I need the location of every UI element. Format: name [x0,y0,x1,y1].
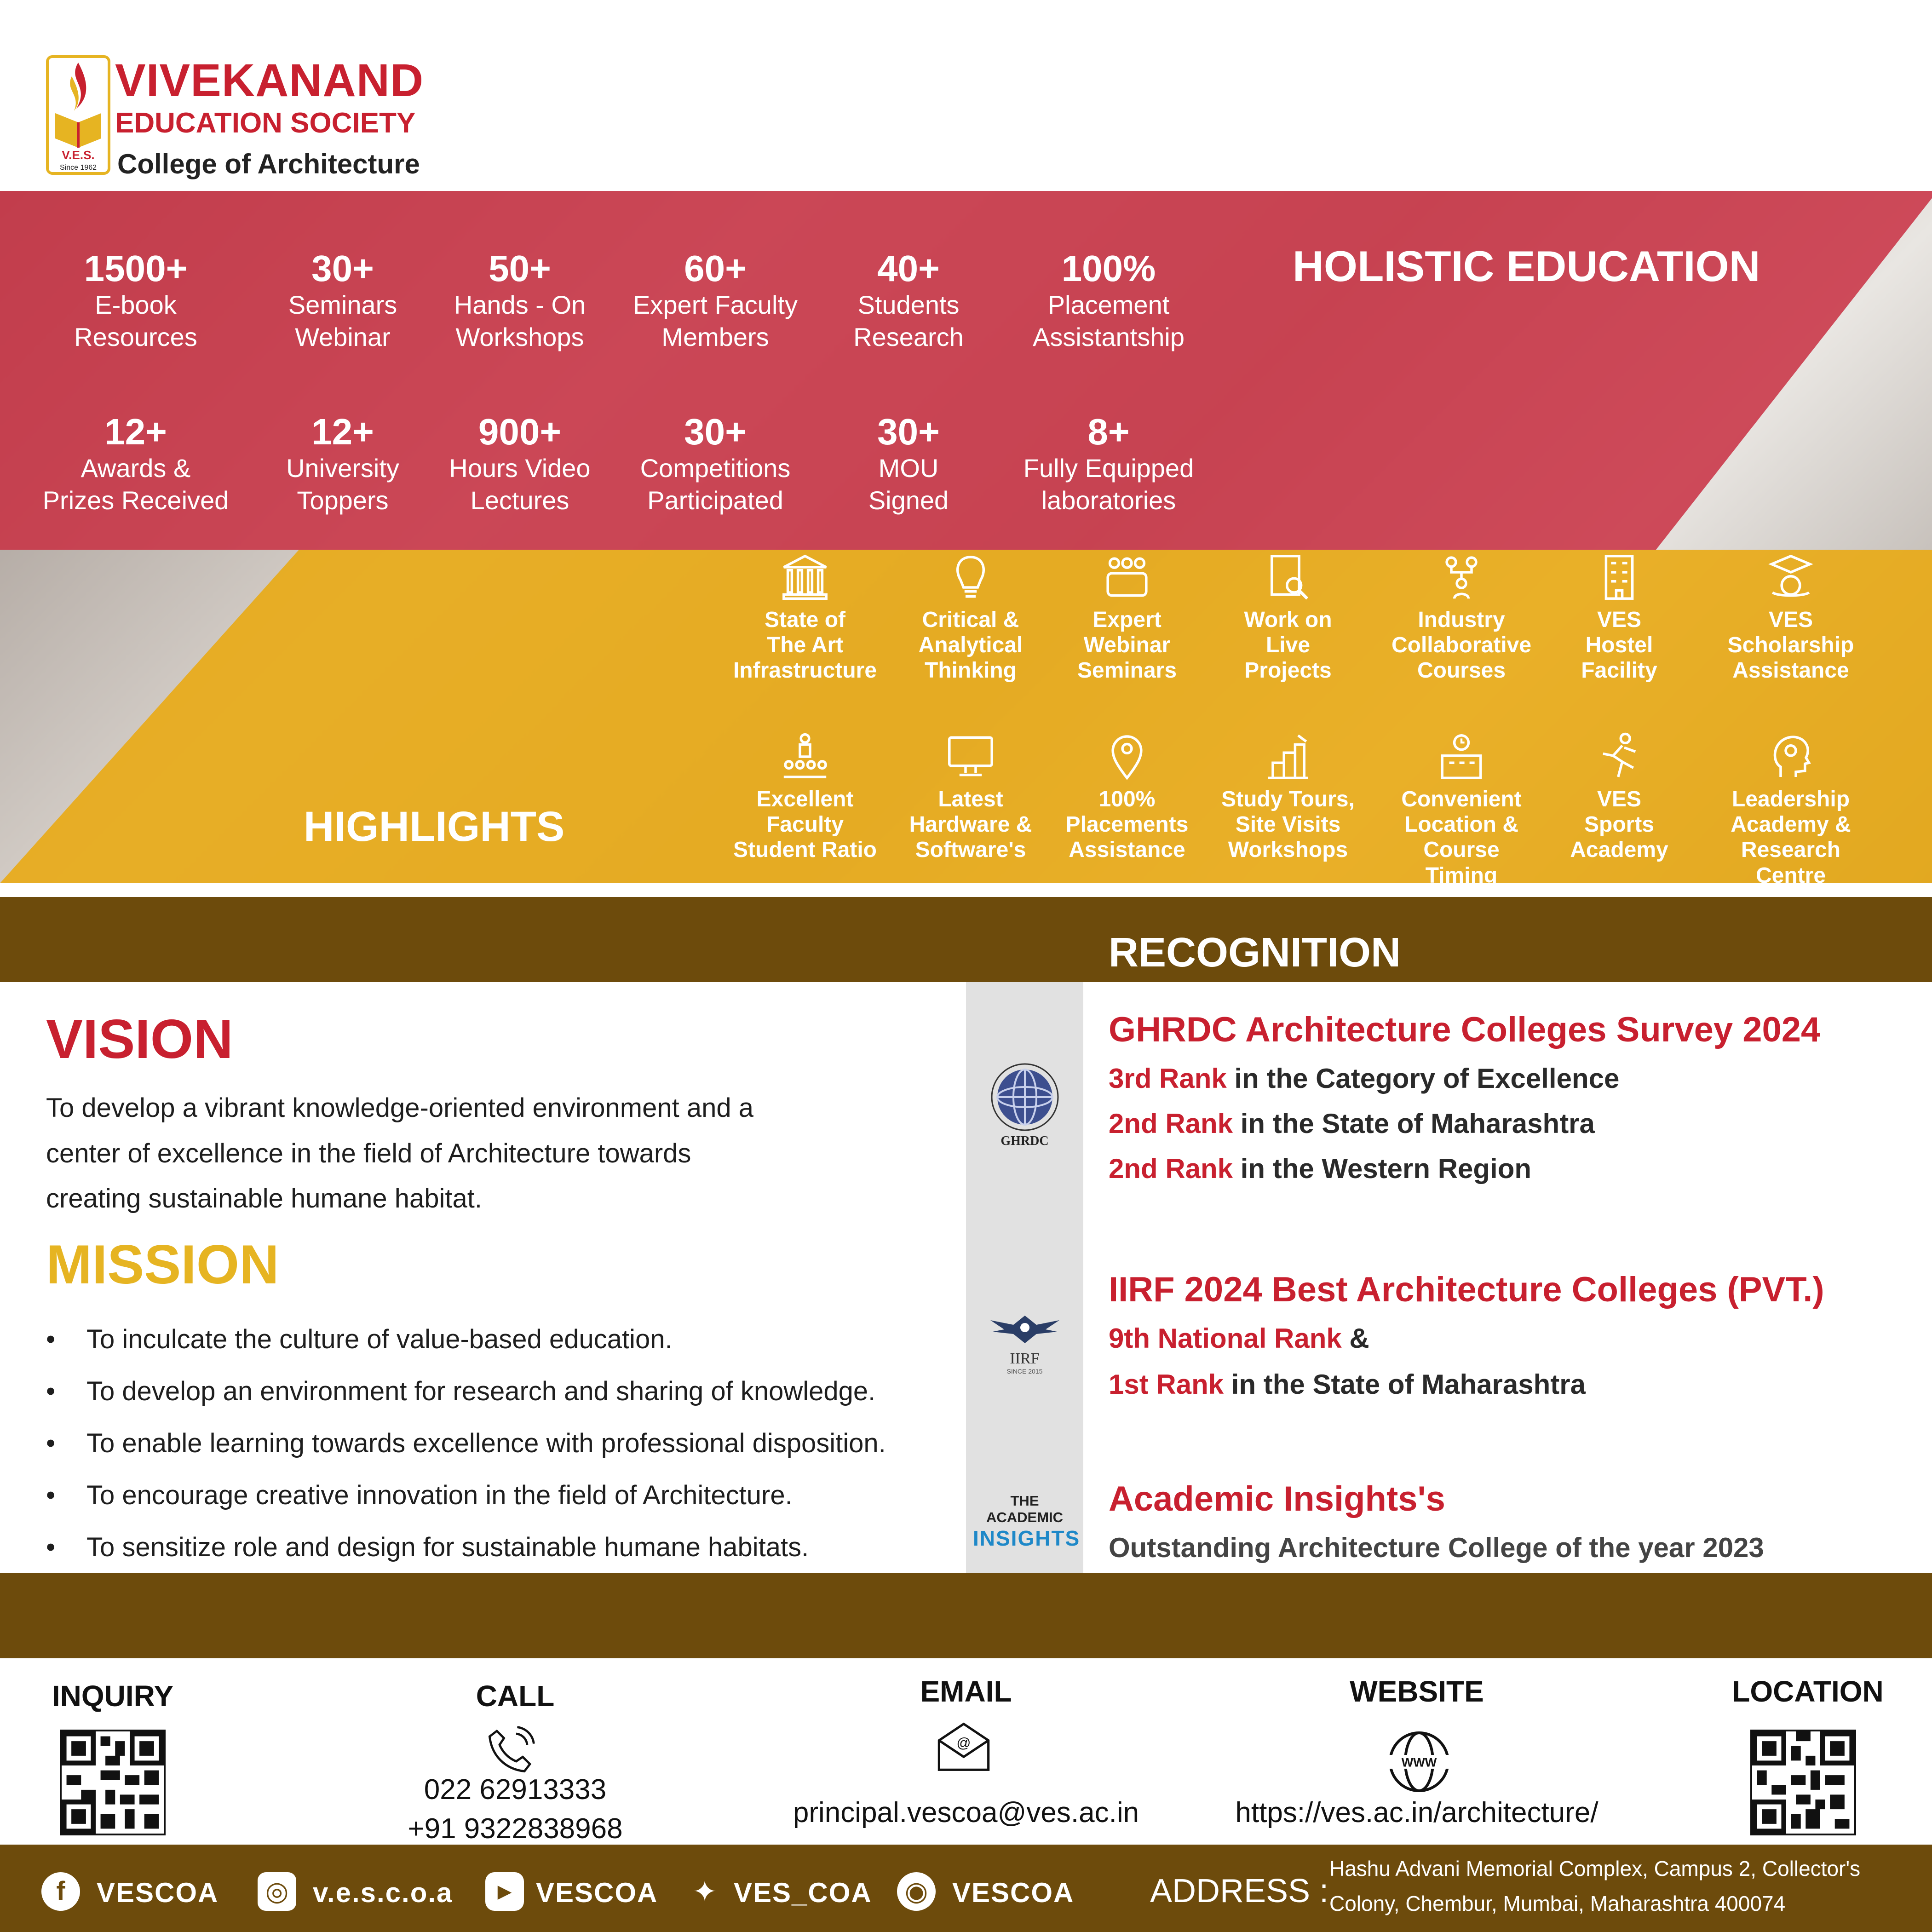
classroom-icon [780,731,830,782]
iirf-title: IIRF 2024 Best Architecture Colleges (PVT.) [1109,1270,1824,1309]
brand-subtitle: EDUCATION SOCIETY [115,107,416,139]
twitter-handle[interactable]: VES_COA [734,1877,872,1908]
twitter-icon[interactable]: ✦ [692,1875,717,1908]
stat-label: E-book [95,290,177,319]
stat-label: Workshops [455,322,584,351]
stat-item [812,412,1005,517]
rank-text: 3rd Rank [1109,1063,1227,1094]
phone-icon [483,1723,538,1778]
academic-line: Outstanding Architecture College of the year 2023 [1109,1532,1764,1563]
stat-number: 60+ [684,248,747,289]
ves-logo [46,55,110,175]
instagram-icon[interactable]: ◎ [258,1872,296,1911]
stat-label: Assistantship [1033,322,1184,351]
stat-item [39,248,232,353]
stat-label: Awards & [80,454,191,483]
iirf-line [1109,1322,1369,1354]
email-address[interactable]: principal.vescoa@ves.ac.in [793,1797,1139,1828]
globe-icon [990,1063,1059,1132]
stat-item [246,248,439,353]
academic-logo-top: THE ACADEMIC [986,1493,1064,1525]
webinar-group-icon [1102,552,1152,603]
iirf-logo-label: IIRF [1010,1350,1040,1367]
stat-label: Webinar [295,322,391,351]
mission-item: • To inculcate the culture of value-based education. [46,1313,966,1365]
runner-icon [1594,731,1644,782]
stat-item [423,248,616,353]
stat-label: Hands - On [454,290,586,319]
highlight-item [1214,731,1362,863]
location-qr-code[interactable] [1750,1730,1856,1835]
highlight-label: Excellent Faculty Student Ratio [733,787,877,862]
stat-number: 30+ [684,411,747,452]
iirf-logo-since: SINCE 2015 [1006,1368,1043,1375]
highlight-label: Work on Live Projects [1244,608,1332,683]
stat-item [619,248,812,353]
brand-title: VIVEKANAND [115,55,424,106]
inquiry-label: INQUIRY [52,1679,174,1713]
youtube-handle[interactable]: VESCOA [536,1877,658,1908]
highlight-label: Industry Collaborative Courses [1391,608,1532,683]
document-search-icon [1263,552,1313,603]
stat-label: Members [661,322,769,351]
envelope-icon [934,1720,994,1773]
stat-label: Toppers [297,486,389,515]
scholarship-icon [1765,552,1816,603]
stat-label: Research [853,322,964,351]
highlight-item [1053,552,1201,684]
threads-handle[interactable]: VESCOA [952,1877,1075,1908]
stat-number: 40+ [877,248,940,289]
recognition-title: RECOGNITION [1109,930,1401,976]
stat-label: Students [857,290,960,319]
academic-title: Academic Insights's [1109,1479,1445,1518]
call-label: CALL [476,1679,555,1713]
mission-item: • To enable learning towards excellence with professional disposition. [46,1417,966,1469]
divider-bar [0,1573,1932,1658]
head-gear-icon [1765,731,1816,782]
instagram-handle[interactable]: v.e.s.c.o.a [313,1877,453,1908]
highlight-label: 100% Placements Assistance [1065,787,1189,862]
highlight-label: Critical & Analytical Thinking [918,608,1023,683]
phone-1[interactable]: 022 62913333 [424,1774,607,1806]
www-text: WWW [1401,1755,1437,1770]
stat-number: 30+ [877,411,940,452]
highlight-label: Convenient Location & Course Timing [1401,787,1522,888]
rank-text: 2nd Rank [1109,1108,1233,1139]
stat-number: 50+ [489,248,551,289]
iirf-line [1109,1368,1586,1400]
logo-text: V.E.S. [62,148,95,162]
stat-label: Signed [868,486,949,515]
address-label: ADDRESS : [1150,1873,1329,1909]
stat-label: Seminars [288,290,397,319]
rank-desc: in the Western Region [1233,1153,1532,1184]
stat-label: Placement [1047,290,1170,319]
highlight-label: Leadership Academy & Research Centre [1731,787,1851,888]
address-text: Hashu Advani Memorial Complex, Campus 2, Collector's Colony, Chembur, Mumbai, Maharashtra 400074 [1329,1857,1861,1915]
qr-code-icon [1752,1731,1854,1834]
highlight-item [1214,552,1362,684]
brain-bulb-icon [945,552,996,603]
svg-text:@: @ [956,1735,971,1751]
stat-label: Fully Equipped [1023,454,1194,483]
highlight-item [731,552,879,684]
stat-label: Resources [74,322,197,351]
rank-desc: & [1341,1323,1369,1354]
location-label: LOCATION [1732,1675,1884,1708]
stat-item [619,412,812,517]
globe-www-icon [1385,1727,1454,1796]
rank-text: 9th National Rank [1109,1323,1342,1354]
stat-item [1012,412,1205,517]
stat-label: Prizes Received [42,486,229,515]
stat-label: Competitions [640,454,791,483]
highlight-item [1717,731,1864,888]
rank-desc: in the State of Maharashtra [1233,1108,1595,1139]
stat-label: Expert Faculty [633,290,798,319]
rank-text: 2nd Rank [1109,1153,1233,1184]
rank-desc: in the Category of Excellence [1226,1063,1620,1094]
highlight-item [1388,552,1535,684]
mission-list [46,1313,966,1573]
stat-label: laboratories [1041,486,1176,515]
stat-number: 30+ [311,248,374,289]
stat-number: 12+ [104,411,167,452]
stat-number: 12+ [311,411,374,452]
stat-number: 100% [1061,248,1156,289]
ghrdc-line [1109,1063,1619,1094]
highlight-item [1053,731,1201,863]
facebook-handle[interactable]: VESCOA [97,1877,219,1908]
stat-item [812,248,1005,353]
highlight-item [731,731,879,863]
highlight-label: Expert Webinar Seminars [1077,608,1177,683]
stat-item [423,412,616,517]
mission-item: • To develop an environment for research and sharing of knowledge. [46,1365,966,1417]
vision-text: To develop a vibrant knowledge-oriented environment and a center of excellence in the field of Architecture towards creating sustainable humane habitat. [46,1093,753,1214]
ghrdc-line [1109,1153,1531,1184]
construction-icon [1263,731,1313,782]
rank-text: 1st Rank [1109,1369,1224,1400]
hostel-icon [1594,552,1644,603]
highlight-item [1546,731,1693,863]
stat-label: Participated [647,486,783,515]
mission-title: MISSION [46,1234,279,1295]
highlight-item [1546,552,1693,684]
recognition-bar [0,897,1932,982]
stat-label: Lectures [470,486,569,515]
highlights-title: HIGHLIGHTS [304,803,565,850]
stat-label: University [286,454,399,483]
highlight-item [897,731,1044,863]
phone-2[interactable]: +91 9322838968 [408,1813,623,1845]
college-name: College of Architecture [117,149,420,179]
rank-desc: in the State of Maharashtra [1224,1369,1586,1400]
stat-label: MOU [878,454,939,483]
highlight-label: VES Hostel Facility [1581,608,1657,683]
highlight-label: VES Scholarship Assistance [1727,608,1854,683]
ghrdc-title: GHRDC Architecture Colleges Survey 2024 [1109,1010,1821,1049]
monitor-icon [945,731,996,782]
building-icon [780,552,830,603]
highlight-item [1388,731,1535,888]
collaboration-icon [1436,552,1487,603]
holistic-title: HOLISTIC EDUCATION [1293,242,1760,290]
threads-icon[interactable]: ◉ [897,1872,936,1911]
stat-number: 1500+ [84,248,188,289]
stat-number: 8+ [1087,411,1130,452]
stat-item [246,412,439,517]
eagle-icon [986,1311,1064,1348]
mission-item: • To encourage creative innovation in the field of Architecture. [46,1469,966,1521]
ghrdc-line [1109,1108,1595,1139]
stat-label: Hours Video [449,454,591,483]
facebook-icon[interactable]: f [41,1872,80,1911]
ghrdc-logo-label: GHRDC [1000,1134,1049,1148]
clock-city-icon [1436,731,1487,782]
highlight-label: Latest Hardware & Software's [909,787,1032,862]
website-label: WEBSITE [1350,1675,1484,1708]
qr-code-icon [62,1731,164,1834]
website-url[interactable]: https://ves.ac.in/architecture/ [1235,1797,1598,1828]
vision-title: VISION [46,1008,233,1070]
academic-insights-logo [973,1493,1081,1551]
iirf-logo [973,1311,1076,1375]
logo-since: Since 1962 [59,164,97,172]
ghrdc-logo [973,1063,1076,1149]
email-label: EMAIL [920,1675,1012,1708]
stat-item [1012,248,1205,353]
highlight-label: State of The Art Infrastructure [733,608,877,683]
inquiry-qr-code[interactable] [60,1730,166,1835]
highlight-label: VES Sports Academy [1570,787,1668,862]
highlight-item [897,552,1044,684]
youtube-icon[interactable]: ▶ [485,1872,524,1911]
stat-number: 900+ [478,411,562,452]
highlight-item [1717,552,1864,684]
flame-book-icon [49,58,108,150]
mission-item: • To sensitize role and design for sustainable humane habitats. [46,1521,966,1573]
stat-item [39,412,232,517]
location-person-icon [1102,731,1152,782]
academic-logo-bottom: INSIGHTS [973,1526,1081,1550]
highlight-label: Study Tours, Site Visits Workshops [1221,787,1355,862]
